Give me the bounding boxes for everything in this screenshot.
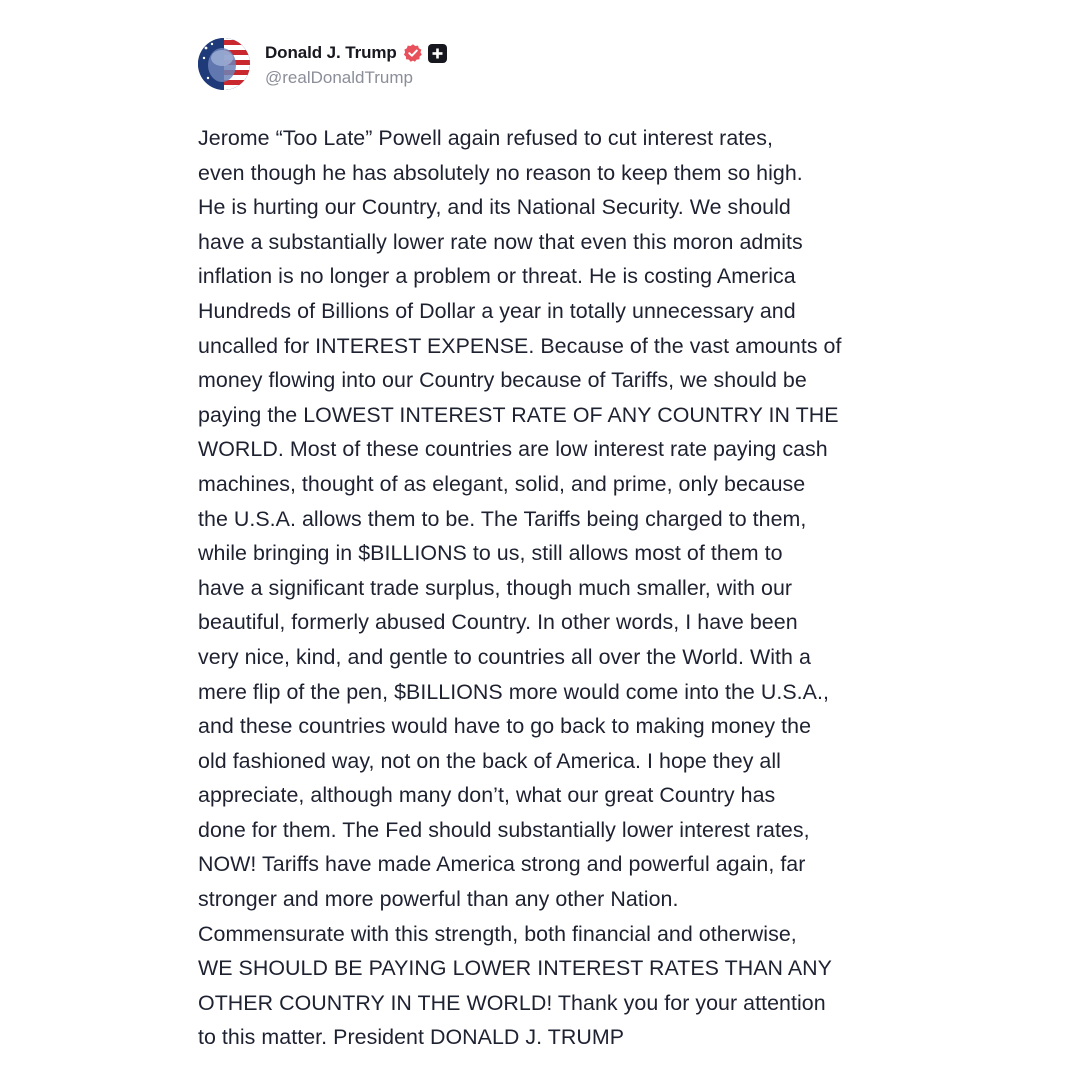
post-body-text: Jerome “Too Late” Powell again refused to cut interest rates, even though he has absolutely no reason to keep them so high. He is hurting our Country, and its National Security. We should have a substantially lower rate now that even this moron admits inflation is no longer a problem or threat. He is costing America Hundreds of Billions of Dollar a year in totally unnecessary and uncalled for INTEREST EXPENSE. Because of the vast amounts of money flowing into our Country because of Tariffs, we should be paying the LOWEST INTEREST RATE OF ANY COUNTRY IN THE WORLD. Most of these countries are low interest rate paying cash machines, thought of as elegant, solid, and prime, only because the U.S.A. allows them to be. The Tariffs being charged to them, while bringing in $BILLIONS to us, still allows most of them to have a significant trade surplus, though much smaller, with our beautiful, formerly abused Country. In other words, I have been very nice, kind, and gentle to countries all over the World. With a mere flip of the pen, $BILLIONS more would come into the U.S.A., and these countries would have to go back to making money the old fashioned way, not on the back of America. I hope they all appreciate, although many don’t, what our great Country has done for them. The Fed should substantially lower interest rates, NOW! Tariffs have made America strong and powerful again, far stronger and more powerful than any other Nation. Commensurate with this strength, both financial and otherwise, WE SHOULD BE PAYING LOWER INTEREST RATES THAN ANY OTHER COUNTRY IN THE WORLD! Thank you for your attention to this matter. President DONALD J. TRUMP bbox=[198, 126, 842, 1050]
author-name-row bbox=[265, 40, 447, 66]
post-header bbox=[198, 36, 898, 92]
post-header-container bbox=[198, 36, 898, 92]
plus-badge-icon bbox=[428, 44, 447, 63]
verified-check-icon bbox=[403, 43, 423, 63]
author-handle[interactable]: @realDonaldTrump bbox=[265, 68, 413, 87]
avatar-image bbox=[198, 38, 250, 90]
avatar[interactable] bbox=[198, 38, 250, 90]
author-display-name[interactable]: Donald J. Trump bbox=[265, 43, 397, 62]
author-names bbox=[265, 40, 447, 88]
